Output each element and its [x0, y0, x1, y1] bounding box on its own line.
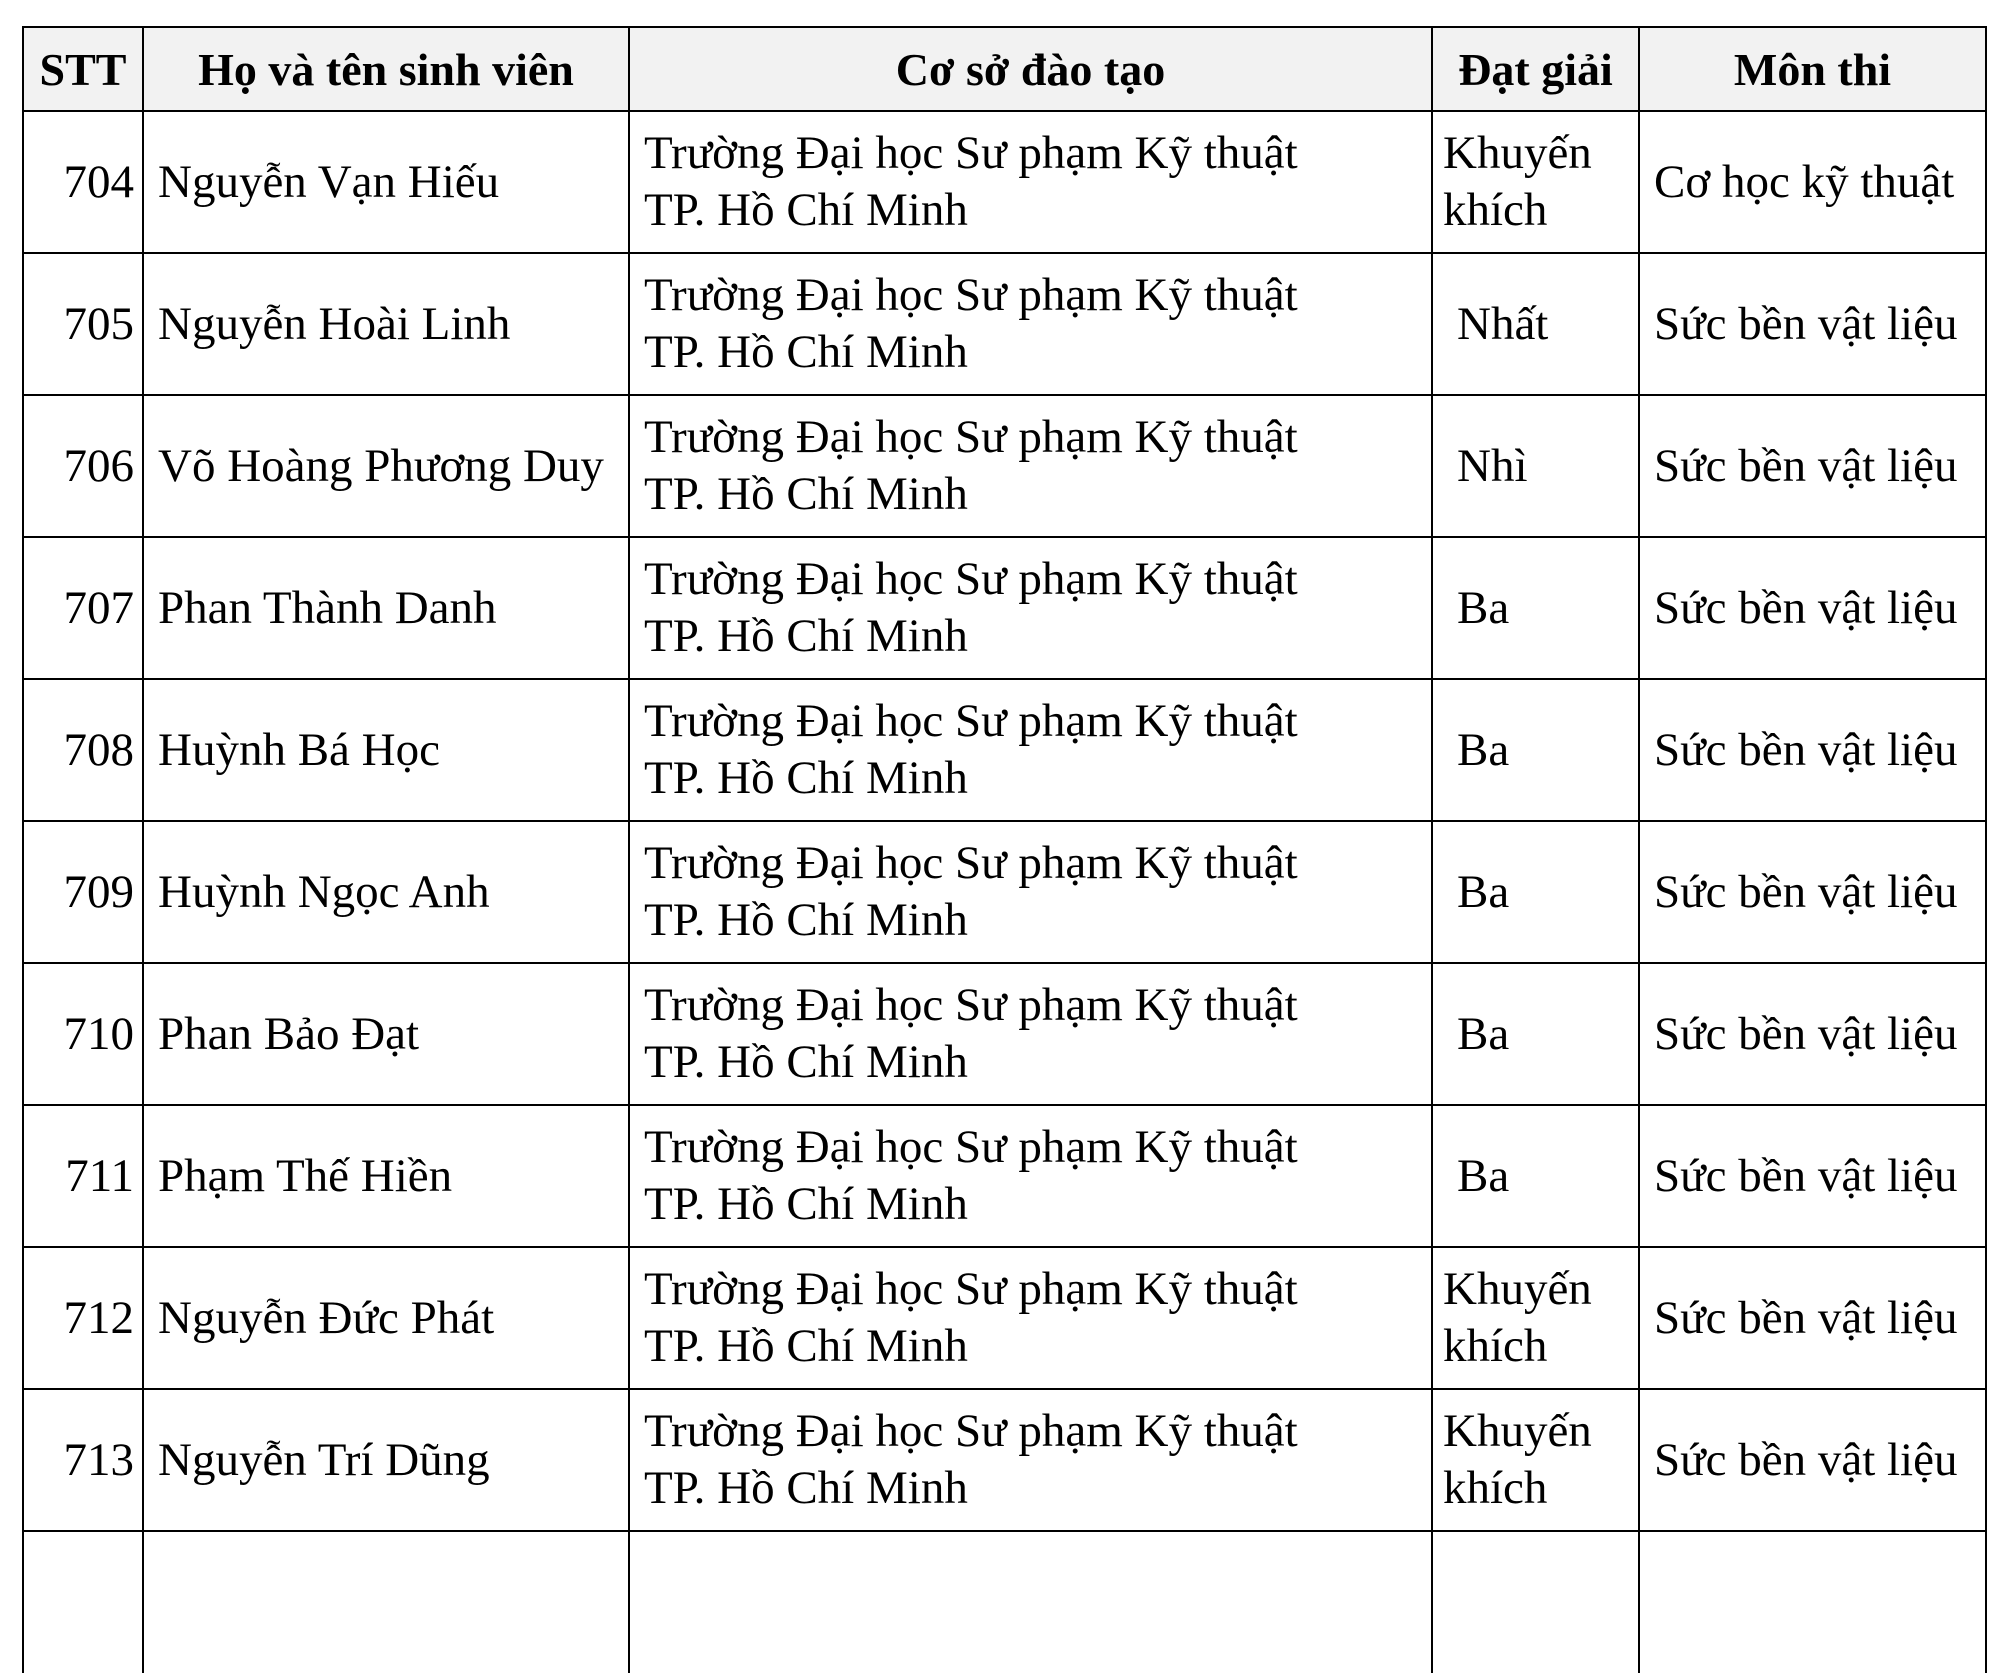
row-institution	[629, 537, 1432, 679]
row-subject: Sức bền vật liệu	[1639, 679, 1986, 821]
row-stt: 705	[23, 253, 143, 395]
cut-cell	[23, 1531, 143, 1673]
award-line-2: khích	[1443, 184, 1548, 236]
row-stt: 709	[23, 821, 143, 963]
cut-cell	[1639, 1531, 1986, 1673]
award-line-2: khích	[1443, 1320, 1548, 1372]
header-award: Đạt giải	[1432, 27, 1639, 111]
row-institution	[629, 395, 1432, 537]
cut-cell	[1432, 1531, 1639, 1673]
cut-cell	[629, 1531, 1432, 1673]
row-award: Nhì	[1432, 395, 1639, 537]
row-subject: Sức bền vật liệu	[1639, 1105, 1986, 1247]
table-row	[23, 1247, 1986, 1389]
row-student-name: Nguyễn Hoài Linh	[143, 253, 629, 395]
institution-line-1: Trường Đại học Sư phạm Kỹ thuật	[644, 837, 1298, 889]
institution-line-1: Trường Đại học Sư phạm Kỹ thuật	[644, 695, 1298, 747]
row-subject: Sức bền vật liệu	[1639, 821, 1986, 963]
row-subject: Sức bền vật liệu	[1639, 1389, 1986, 1531]
row-subject: Sức bền vật liệu	[1639, 537, 1986, 679]
header-subject: Môn thi	[1639, 27, 1986, 111]
row-award: Ba	[1432, 679, 1639, 821]
row-institution	[629, 821, 1432, 963]
row-subject: Sức bền vật liệu	[1639, 395, 1986, 537]
table-row	[23, 963, 1986, 1105]
institution-line-2: TP. Hồ Chí Minh	[644, 610, 968, 662]
institution-line-1: Trường Đại học Sư phạm Kỹ thuật	[644, 1121, 1298, 1173]
table-row	[23, 111, 1986, 253]
row-institution	[629, 679, 1432, 821]
row-award: Ba	[1432, 963, 1639, 1105]
table-row	[23, 1389, 1986, 1531]
institution-line-2: TP. Hồ Chí Minh	[644, 1178, 968, 1230]
row-award	[1432, 111, 1639, 253]
institution-line-1: Trường Đại học Sư phạm Kỹ thuật	[644, 269, 1298, 321]
row-student-name: Huỳnh Ngọc Anh	[143, 821, 629, 963]
institution-line-1: Trường Đại học Sư phạm Kỹ thuật	[644, 1405, 1298, 1457]
row-award: Ba	[1432, 537, 1639, 679]
table-row	[23, 821, 1986, 963]
row-institution	[629, 1247, 1432, 1389]
row-subject: Cơ học kỹ thuật	[1639, 111, 1986, 253]
row-student-name: Phan Bảo Đạt	[143, 963, 629, 1105]
row-subject: Sức bền vật liệu	[1639, 1247, 1986, 1389]
row-subject: Sức bền vật liệu	[1639, 963, 1986, 1105]
header-stt: STT	[23, 27, 143, 111]
row-stt: 712	[23, 1247, 143, 1389]
institution-line-1: Trường Đại học Sư phạm Kỹ thuật	[644, 553, 1298, 605]
header-student-name: Họ và tên sinh viên	[143, 27, 629, 111]
row-institution	[629, 1105, 1432, 1247]
row-award	[1432, 1247, 1639, 1389]
row-institution	[629, 111, 1432, 253]
row-stt: 707	[23, 537, 143, 679]
header-training-institution: Cơ sở đào tạo	[629, 27, 1432, 111]
row-stt: 708	[23, 679, 143, 821]
row-student-name: Nguyễn Trí Dũng	[143, 1389, 629, 1531]
institution-line-2: TP. Hồ Chí Minh	[644, 894, 968, 946]
table-row	[23, 395, 1986, 537]
row-student-name: Huỳnh Bá Học	[143, 679, 629, 821]
row-student-name: Võ Hoàng Phương Duy	[143, 395, 629, 537]
row-subject: Sức bền vật liệu	[1639, 253, 1986, 395]
institution-line-1: Trường Đại học Sư phạm Kỹ thuật	[644, 1263, 1298, 1315]
award-line-1: Khuyến	[1443, 1405, 1592, 1457]
row-stt: 710	[23, 963, 143, 1105]
award-line-2: khích	[1443, 1462, 1548, 1514]
row-student-name: Phạm Thế Hiền	[143, 1105, 629, 1247]
row-stt: 704	[23, 111, 143, 253]
row-student-name: Nguyễn Vạn Hiếu	[143, 111, 629, 253]
row-student-name: Nguyễn Đức Phát	[143, 1247, 629, 1389]
row-award: Nhất	[1432, 253, 1639, 395]
institution-line-1: Trường Đại học Sư phạm Kỹ thuật	[644, 127, 1298, 179]
row-stt: 706	[23, 395, 143, 537]
institution-line-2: TP. Hồ Chí Minh	[644, 1320, 968, 1372]
row-institution	[629, 253, 1432, 395]
institution-line-1: Trường Đại học Sư phạm Kỹ thuật	[644, 979, 1298, 1031]
institution-line-2: TP. Hồ Chí Minh	[644, 326, 968, 378]
row-student-name: Phan Thành Danh	[143, 537, 629, 679]
row-award: Ba	[1432, 1105, 1639, 1247]
table-row-cut-off	[23, 1531, 1986, 1673]
table-row	[23, 679, 1986, 821]
row-award	[1432, 1389, 1639, 1531]
award-line-1: Khuyến	[1443, 127, 1592, 179]
institution-line-2: TP. Hồ Chí Minh	[644, 184, 968, 236]
results-table	[22, 26, 1987, 1673]
row-stt: 713	[23, 1389, 143, 1531]
institution-line-1: Trường Đại học Sư phạm Kỹ thuật	[644, 411, 1298, 463]
institution-line-2: TP. Hồ Chí Minh	[644, 468, 968, 520]
table-row	[23, 1105, 1986, 1247]
results-document	[22, 26, 1985, 1673]
row-award: Ba	[1432, 821, 1639, 963]
institution-line-2: TP. Hồ Chí Minh	[644, 1462, 968, 1514]
table-row	[23, 537, 1986, 679]
header-row	[23, 27, 1986, 111]
row-institution	[629, 1389, 1432, 1531]
row-institution	[629, 963, 1432, 1105]
award-line-1: Khuyến	[1443, 1263, 1592, 1315]
cut-cell	[143, 1531, 629, 1673]
institution-line-2: TP. Hồ Chí Minh	[644, 752, 968, 804]
table-row	[23, 253, 1986, 395]
row-stt: 711	[23, 1105, 143, 1247]
institution-line-2: TP. Hồ Chí Minh	[644, 1036, 968, 1088]
